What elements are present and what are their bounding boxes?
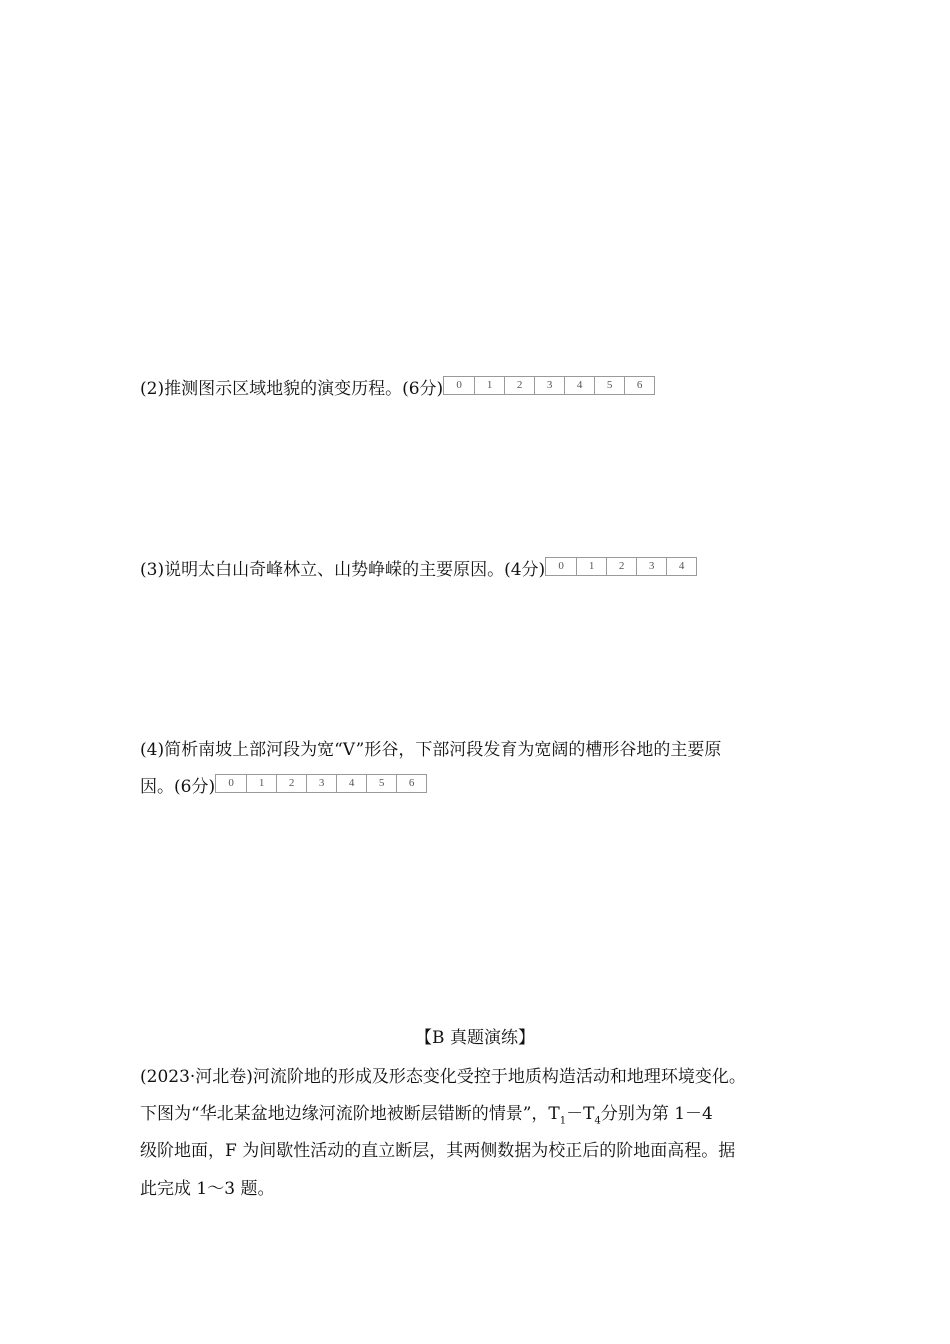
score-box[interactable]: 6	[396, 775, 426, 792]
score-box[interactable]: 3	[534, 377, 564, 394]
section-b-heading: 【B 真题演练】	[415, 1028, 535, 1048]
score-box[interactable]: 5	[594, 377, 624, 394]
question-4-line1: (4)简析南坡上部河段为宽“V”形谷，下部河段发育为宽阔的槽形谷地的主要原	[140, 740, 722, 760]
score-box[interactable]: 5	[366, 775, 396, 792]
score-box[interactable]: 2	[606, 558, 636, 575]
section-b-line-4: 此完成 1～3 题。	[140, 1179, 275, 1199]
score-box[interactable]: 2	[276, 775, 306, 792]
subscript-4: 4	[594, 1115, 601, 1127]
score-box[interactable]: 3	[636, 558, 666, 575]
subscript-1: 1	[559, 1115, 567, 1127]
score-grid-q3	[545, 557, 697, 576]
line2-text-c: 分别为第 1－4	[600, 1104, 713, 1124]
line2-text-b: －T	[566, 1104, 595, 1124]
score-box[interactable]: 4	[336, 775, 366, 792]
question-3	[140, 560, 697, 580]
score-box[interactable]: 1	[246, 775, 276, 792]
score-box[interactable]: 4	[564, 377, 594, 394]
line2-text-a: 下图为“华北某盆地边缘河流阶地被断层错断的情景”，T	[140, 1104, 560, 1124]
score-box[interactable]: 6	[624, 377, 654, 394]
score-box[interactable]: 4	[666, 558, 696, 575]
question-4-line2	[140, 777, 427, 797]
question-2-text: (2)推测图示区域地貌的演变历程。(6分)	[140, 379, 444, 399]
question-4-text: 因。(6分)	[140, 777, 216, 797]
question-2	[140, 379, 655, 399]
score-box[interactable]: 0	[558, 560, 564, 572]
question-3-text: (3)说明太白山奇峰林立、山势峥嵘的主要原因。(4分)	[140, 560, 546, 580]
section-b-line-3: 级阶地面，F 为间歇性活动的直立断层，其两侧数据为校正后的阶地面高程。据	[140, 1141, 736, 1161]
score-grid-q2	[443, 376, 655, 395]
score-box[interactable]: 2	[504, 377, 534, 394]
score-box[interactable]: 3	[306, 775, 336, 792]
score-box[interactable]: 1	[576, 558, 606, 575]
section-b-line-1: (2023·河北卷)河流阶地的形成及形态变化受控于地质构造活动和地理环境变化。	[140, 1067, 746, 1087]
score-box[interactable]: 0	[456, 379, 462, 391]
score-grid-q4	[215, 774, 427, 793]
score-box[interactable]: 1	[474, 377, 504, 394]
score-box[interactable]: 0	[228, 777, 234, 789]
section-b-line-2	[140, 1104, 713, 1127]
